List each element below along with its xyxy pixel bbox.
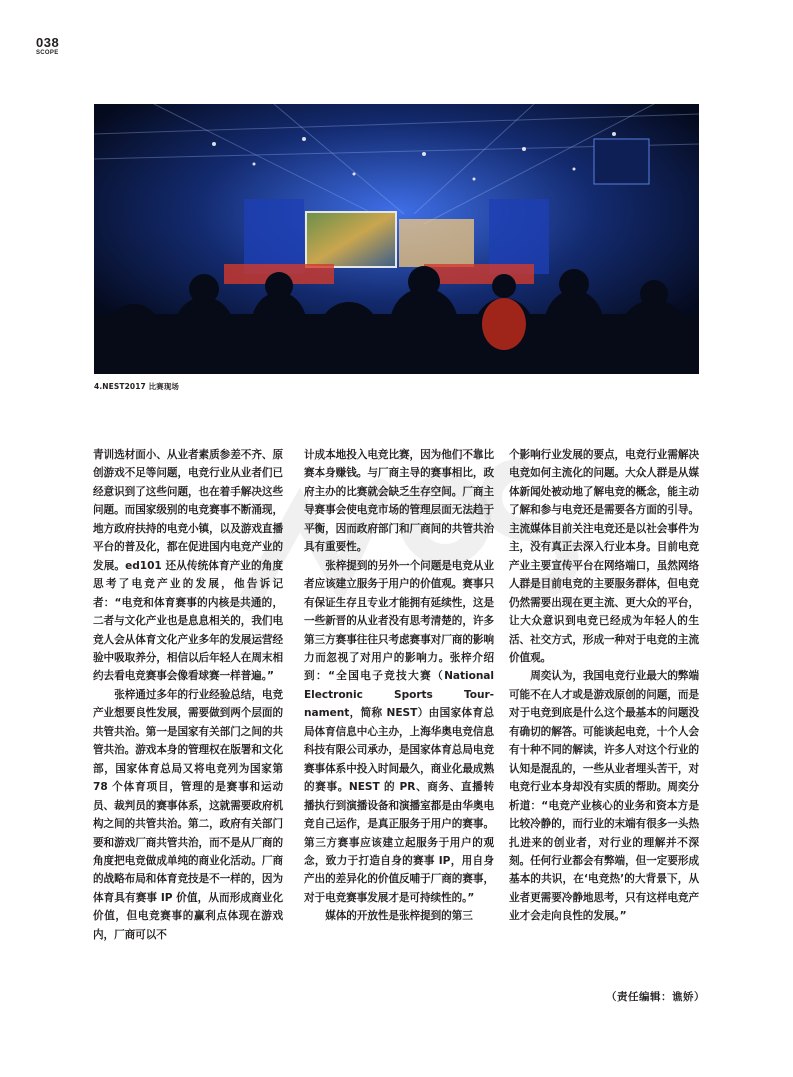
paragraph: 张梓提到的另外一个问题是电竞从业者应该建立服务于用户的价值观。赛事只有保证生存且专业才能拥有延续性，这是一些新晋的从业者没有思考清楚的，许多第三方赛事往往只考虑赛事对厂商的影响力而忽视了对用户的影响力。张梓介绍到：“全国电子竞技大赛（National Electronic Sports Tour-nament，简称 NEST）由国家体育总局体育信息中心主办，上海华奥电竞信息科技有限公司承办，是国家体育总局电竞赛事体系中投入时间最久，商业化最成熟的赛事。NEST 的 PR、商务、直播转播执行到演播设备和演播室都是由华奥电竞自己运作，是真正服务于用户的赛事。第三方赛事应该建立起服务于用户的观念，致力于打造自身的赛事 IP，用自身产出的差异化的价值反哺于厂商的赛事，对于电竞赛事发展才是可持续性的。” [304, 559, 494, 904]
article-column-1 [93, 446, 283, 944]
paragraph: 周奕认为，我国电竞行业最大的弊端可能不在人才或是游戏原创的问题，而是对于电竞到底是什么这个最基本的问题没有确切的解答。可能谈起电竞，十个人会有十种不同的解读，许多人对这个行业的认知是混乱的，一些从业者埋头苦干，对电竞行业本身却没有实质的帮助。周奕分析道：“电竞产业核心的业务和资本方是比较冷静的，而行业的末端有很多一头热扎进来的创业者，对行业的理解并不深刻。任何行业都会有弊端，但一定要形成基本的共识，在‘电竞热’的大背景下，从业者更需要冷静地思考，只有这样电竞产业才会走向良性的发展。” [509, 670, 699, 923]
article-column-3 [509, 446, 699, 926]
editor-credit: （责任编辑：谯娇） [606, 991, 705, 1003]
article-column-2 [304, 446, 494, 926]
photo-illustration [94, 104, 699, 374]
paragraph: 张梓通过多年的行业经验总结，电竞产业想要良性发展，需要做到两个层面的共管共治。第一是国家有关部门之间的共管共治。游戏本身的管理权在版署和文化部，国家体育总局又将电竞列为国家第 78 个体育项目，管理的是赛事和运动员、裁判员的赛事体系，这就需要政府机构之间的共管共治。第二，政府有关部门要和游戏厂商共管共治，而不是从厂商的角度把电竞做成单纯的商业化活动。厂商的战略布局和体育竞技是不一样的，因为体育具有赛事 IP 价值，从而形成商业化价值，但电竞赛事的赢利点体现在游戏内，厂商可以不 [93, 688, 283, 941]
paragraph: 计成本地投入电竞比赛，因为他们不靠比赛本身赚钱。与厂商主导的赛事相比，政府主办的比赛就会缺乏生存空间。厂商主导赛事会使电竞市场的管理层面无法趋于平衡，因而政府部门和厂商间的共管共治具有重要性。 [304, 449, 494, 554]
section-label: SCOPE [36, 50, 59, 56]
page-folio [36, 36, 59, 57]
photo-caption: 4.NEST2017 比赛现场 [94, 382, 179, 391]
esports-stage-photo [94, 104, 699, 374]
paragraph: 个影响行业发展的要点，电竞行业需解决电竞如何主流化的问题。大众人群是从媒体新闻处被动地了解电竞的概念，能主动了解和参与电竞还是需要各方面的引导。主流媒体目前关注电竞还是以社会事件为主，没有真正去深入行业本身。目前电竞产业主要宣传平台在网络端口，虽然网络人群是目前电竞的主要服务群体，但电竞仍然需要出现在更主流、更大众的平台，让大众意识到电竞已经成为年轻人的生活、社交方式，形成一种对于电竞的主流价值观。 [509, 449, 699, 664]
page-number: 038 [36, 35, 60, 50]
paragraph: 青训选材面小、从业者素质参差不齐、原创游戏不足等问题，电竞行业从业者们已经意识到了这些问题，也在着手解决这些问题。而国家级别的电竞赛事不断涌现，地方政府扶持的电竞小镇，以及游戏直播平台的普及化，都在促进国内电竞产业的发展。ed101 还从传统体育产业的角度思考了电竞产业的发展，他告诉记者：“电竞和体育赛事的内核是共通的，二者与文化产业也是息息相关的，我们电竞人会从体育文化产业多年的发展运营经验中吸取养分，相信以后年轻人在周末相约去看电竞赛事会像看球赛一样普遍。” [93, 449, 283, 683]
paragraph: 媒体的开放性是张梓提到的第三 [325, 910, 473, 923]
